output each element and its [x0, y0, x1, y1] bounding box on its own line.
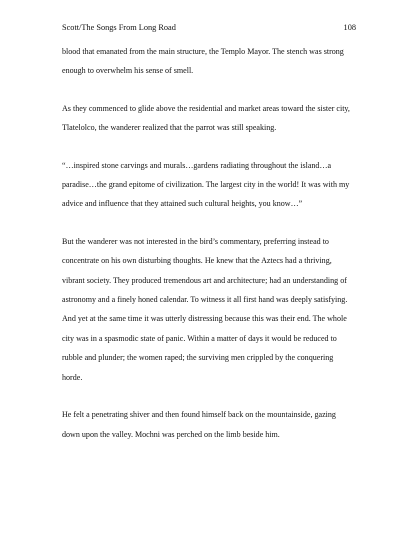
- paragraph-4: But the wanderer was not interested in the bird’s commentary, preferring instead to concentrate on his own disturbing thoughts. He knew that the Aztecs had a thriving, vibrant society. They produced tremendous art and architecture; had an understanding of astronomy and a finely honed calendar. To witness it all first hand was deeply satisfying. And yet at the same time it was utterly distressing because this was their end. The whole city was in a spasmodic state of panic. Within a matter of days it would be reduced to rubble and plunder; the women raped; the surviving men crippled by the conquering horde.: [62, 236, 348, 382]
- header-title: Scott/The Songs From Long Road: [62, 23, 176, 32]
- paragraph-2: As they commenced to glide above the residential and market areas toward the sister city, Tlatelolco, the wanderer realized that the parrot was still speaking.: [62, 103, 350, 133]
- paragraph-5: He felt a penetrating shiver and then found himself back on the mountainside, gazing down upon the valley. Mochni was perched on the limb beside him.: [62, 410, 336, 439]
- paragraph-1: blood that emanated from the main structure, the Templo Mayor. The stench was strong enough to overwhelm his sense of smell.: [62, 47, 344, 76]
- page-number: 108: [343, 23, 356, 32]
- running-header: [62, 22, 356, 34]
- body-text: [62, 42, 362, 462]
- paragraph-3: “…inspired stone carvings and murals…gardens radiating throughout the island…a paradise…the grand epitome of civilization. The largest city in the world! It was with my advice and influence that they attained such cultural heights, you know…”: [62, 160, 350, 209]
